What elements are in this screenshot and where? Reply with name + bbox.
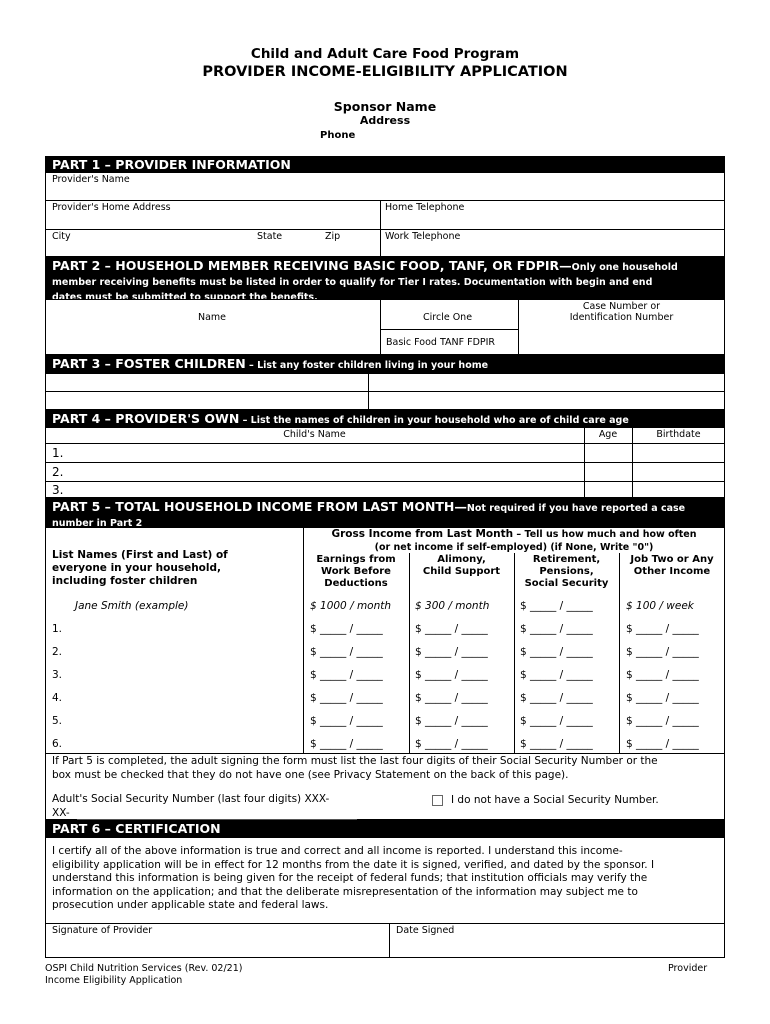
zip-field[interactable]: Zip [325, 231, 341, 242]
home-address-field[interactable]: Provider's Home Address [52, 202, 171, 213]
sponsor-name: Sponsor Name [333, 99, 437, 114]
gross-income-header: Gross Income from Last Month – Tell us how much and how often (or net income if self-employed) (if None, Write "0") [331, 528, 697, 553]
income-row-5-col-2[interactable]: $ _____ / _____ [415, 715, 488, 727]
income-row-3-col-1[interactable]: $ _____ / _____ [310, 669, 383, 681]
no-ssn-checkbox[interactable] [432, 795, 443, 806]
example-alimony: $ 300 / month [415, 600, 490, 612]
income-row-3-col-2[interactable]: $ _____ / _____ [415, 669, 488, 681]
example-other: $ 100 / week [626, 600, 694, 612]
date-signed-field[interactable]: Date Signed [396, 925, 455, 936]
part4-col-birthdate: Birthdate [656, 429, 701, 440]
income-row-6-col-4[interactable]: $ _____ / _____ [626, 738, 699, 750]
income-row-5-col-4[interactable]: $ _____ / _____ [626, 715, 699, 727]
income-row-1-col-2[interactable]: $ _____ / _____ [415, 623, 488, 635]
col-alimony: Alimony, Child Support [422, 554, 501, 577]
part4-row-1[interactable]: 1. [52, 446, 64, 460]
income-row-5-col-1[interactable]: $ _____ / _____ [310, 715, 383, 727]
income-row-4-col-3[interactable]: $ _____ / _____ [520, 692, 593, 704]
income-row-2-number: 2. [52, 646, 63, 658]
income-row-2-col-1[interactable]: $ _____ / _____ [310, 646, 383, 658]
income-row-6-col-1[interactable]: $ _____ / _____ [310, 738, 383, 750]
income-row-5-col-3[interactable]: $ _____ / _____ [520, 715, 593, 727]
income-row-6-col-2[interactable]: $ _____ / _____ [415, 738, 488, 750]
part2-col-case1: Case Number or [582, 301, 661, 312]
income-row-4-number: 4. [52, 692, 63, 704]
program-name: Child and Adult Care Food Program [250, 46, 520, 62]
part1-header: PART 1 – PROVIDER INFORMATION [45, 156, 725, 172]
income-row-2-col-2[interactable]: $ _____ / _____ [415, 646, 488, 658]
income-row-6-col-3[interactable]: $ _____ / _____ [520, 738, 593, 750]
income-row-1-number: 1. [52, 623, 63, 635]
income-row-5-number: 5. [52, 715, 63, 727]
part4-row-2[interactable]: 2. [52, 465, 64, 479]
income-row-6-number: 6. [52, 738, 63, 750]
income-row-1-col-1[interactable]: $ _____ / _____ [310, 623, 383, 635]
income-row-1-col-3[interactable]: $ _____ / _____ [520, 623, 593, 635]
ssn-field[interactable]: Adult's Social Security Number (last four digits) XXX- XX- [52, 793, 330, 819]
home-telephone-field[interactable]: Home Telephone [385, 202, 465, 213]
part4-row-3[interactable]: 3. [52, 483, 64, 497]
footer-left: OSPI Child Nutrition Services (Rev. 02/21) Income Eligibility Application [45, 963, 243, 986]
example-earnings: $ 1000 / month [310, 600, 392, 612]
income-row-3-col-3[interactable]: $ _____ / _____ [520, 669, 593, 681]
ssn-instructions: If Part 5 is completed, the adult signing the form must list the last four digits of their Social Security Number or the box must be checked that they do not have one (see Privacy Statement on the back of this page). [52, 755, 658, 781]
part4-col-name: Child's Name [283, 429, 346, 440]
city-field[interactable]: City [52, 231, 71, 242]
sponsor-phone: Phone [320, 130, 356, 141]
income-row-1-col-4[interactable]: $ _____ / _____ [626, 623, 699, 635]
providers-name-field[interactable]: Provider's Name [52, 174, 130, 185]
list-names-header: List Names (First and Last) of everyone in your household, including foster children [52, 549, 228, 587]
signature-field[interactable]: Signature of Provider [52, 925, 153, 936]
certification-text: I certify all of the above information is true and correct and all income is reported. I understand this income- eligibility application will be in effect for 12 months from the date it is signed, verified, and dated by the sponsor. I understand this information is being given for the receipt of federal funds; that institution officials may verify the information on the application; and that the deliberate misrepresentation of the information may subject me to prosecution under applicable state and federal laws. [52, 845, 655, 911]
income-row-4-col-4[interactable]: $ _____ / _____ [626, 692, 699, 704]
part4-col-age: Age [598, 429, 618, 440]
part2-col-circle: Circle One [423, 312, 473, 323]
part2-header: PART 2 – HOUSEHOLD MEMBER RECEIVING BASIC FOOD, TANF, OR FDPIR—Only one household member receiving benefits must be listed in order to qualify for Tier I rates. Documentation with begin and end dates must be submitted to support the benefits. [45, 257, 725, 299]
col-earnings: Earnings from Work Before Deductions [316, 554, 396, 589]
income-row-3-col-4[interactable]: $ _____ / _____ [626, 669, 699, 681]
no-ssn-label: I do not have a Social Security Number. [451, 794, 659, 806]
income-row-4-col-1[interactable]: $ _____ / _____ [310, 692, 383, 704]
income-row-3-number: 3. [52, 669, 63, 681]
form-title: PROVIDER INCOME-ELIGIBILITY APPLICATION [202, 64, 568, 80]
part2-col-case2: Identification Number [569, 312, 674, 323]
sponsor-address: Address [359, 114, 411, 127]
col-other-income: Job Two or Any Other Income [630, 554, 714, 577]
state-field[interactable]: State [257, 231, 283, 242]
part3-header: PART 3 – FOSTER CHILDREN – List any foster children living in your home [45, 355, 725, 373]
example-name: Jane Smith (example) [75, 600, 189, 612]
income-row-2-col-4[interactable]: $ _____ / _____ [626, 646, 699, 658]
part2-col-name: Name [198, 312, 227, 323]
part5-header: PART 5 – TOTAL HOUSEHOLD INCOME FROM LAST MONTH—Not required if you have reported a case number in Part 2 [45, 498, 725, 527]
example-retirement: $ _____ / _____ [520, 600, 593, 612]
part1-box [45, 172, 725, 257]
part4-header: PART 4 – PROVIDER'S OWN – List the names of children in your household who are of child care age [45, 410, 725, 427]
work-telephone-field[interactable]: Work Telephone [385, 231, 461, 242]
income-row-2-col-3[interactable]: $ _____ / _____ [520, 646, 593, 658]
benefit-options[interactable]: Basic Food TANF FDPIR [386, 337, 496, 348]
footer-right: Provider [668, 963, 708, 974]
part6-header: PART 6 – CERTIFICATION [45, 820, 725, 837]
col-retirement: Retirement, Pensions, Social Security [524, 554, 609, 589]
income-row-4-col-2[interactable]: $ _____ / _____ [415, 692, 488, 704]
